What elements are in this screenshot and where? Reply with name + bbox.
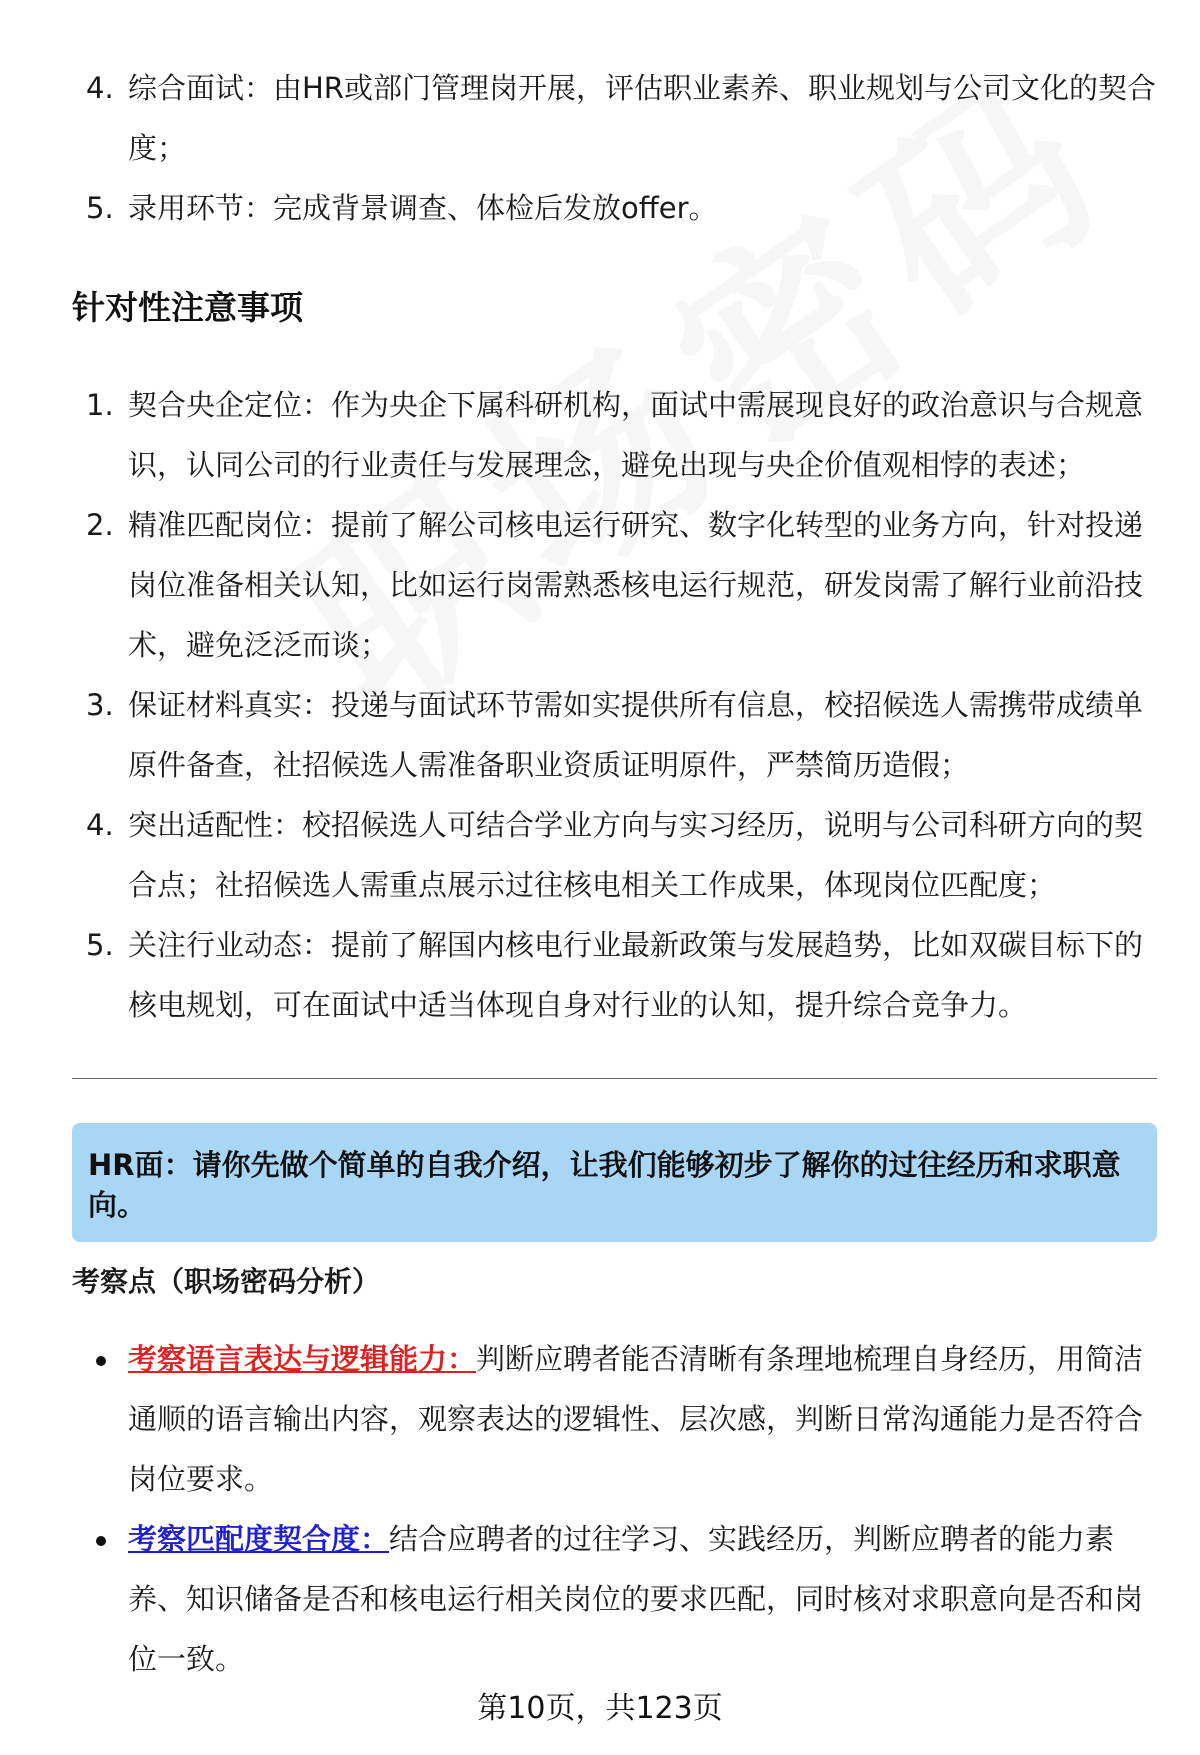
section-divider bbox=[72, 1078, 1157, 1079]
list-number: 4. bbox=[86, 71, 114, 105]
list-number: 2. bbox=[86, 508, 114, 542]
list-text: 综合面试：由HR或部门管理岗开展，评估职业素养、职业规划与公司文化的契合度； bbox=[128, 71, 1156, 165]
list-item bbox=[72, 675, 1162, 795]
list-number: 1. bbox=[86, 388, 114, 422]
list-item bbox=[72, 915, 1162, 1035]
interview-process-list bbox=[72, 58, 1162, 238]
list-text: 关注行业动态：提前了解国内核电行业最新政策与发展趋势，比如双碳目标下的核电规划，可在面试中适当体现自身对行业的认知，提升综合竞争力。 bbox=[128, 928, 1144, 1022]
list-text: 精准匹配岗位：提前了解公司核电运行研究、数字化转型的业务方向，针对投递岗位准备相关认知，比如运行岗需熟悉核电运行规范，研发岗需了解行业前沿技术，避免泛泛而谈； bbox=[128, 508, 1144, 662]
list-text: 保证材料真实：投递与面试环节需如实提供所有信息，校招候选人需携带成绩单原件备查，社招候选人需准备职业资质证明原件，严禁简历造假； bbox=[128, 688, 1144, 782]
bullet-text: 结合应聘者的过往学习、实践经历，判断应聘者的能力素养、知识储备是否和核电运行相关岗位的要求匹配，同时核对求职意向是否和岗位一致。 bbox=[128, 1522, 1144, 1676]
analysis-bullets bbox=[72, 1329, 1162, 1689]
list-number: 5. bbox=[86, 928, 114, 962]
page-footer: 第10页，共123页 bbox=[477, 1691, 723, 1726]
list-text: 契合央企定位：作为央企下属科研机构，面试中需展现良好的政治意识与合规意识，认同公司的行业责任与发展理念，避免出现与央企价值观相悖的表述； bbox=[128, 388, 1144, 482]
bullet-dot-icon bbox=[96, 1356, 106, 1366]
list-item bbox=[72, 795, 1162, 915]
notes-list bbox=[72, 375, 1162, 1035]
list-item bbox=[72, 178, 1162, 238]
question-box bbox=[72, 1123, 1157, 1242]
bullet-text: 判断应聘者能否清晰有条理地梳理自身经历，用简洁通顺的语言输出内容，观察表达的逻辑性、层次感，判断日常沟通能力是否符合岗位要求。 bbox=[128, 1342, 1144, 1496]
section-heading: 针对性注意事项 bbox=[72, 288, 303, 327]
bullet-item bbox=[72, 1509, 1162, 1689]
bullet-dot-icon bbox=[96, 1536, 106, 1546]
list-number: 4. bbox=[86, 808, 114, 842]
question-text: HR面：请你先做个简单的自我介绍，让我们能够初步了解你的过往经历和求职意向。 bbox=[88, 1148, 1121, 1222]
list-item bbox=[72, 375, 1162, 495]
list-item bbox=[72, 495, 1162, 675]
bullet-keyword: 考察语言表达与逻辑能力： bbox=[128, 1342, 477, 1376]
list-number: 3. bbox=[86, 688, 114, 722]
list-text: 录用环节：完成背景调查、体检后发放offer。 bbox=[128, 191, 718, 225]
bullet-item bbox=[72, 1329, 1162, 1509]
list-text: 突出适配性：校招候选人可结合学业方向与实习经历，说明与公司科研方向的契合点；社招候选人需重点展示过往核电相关工作成果，体现岗位匹配度； bbox=[128, 808, 1144, 902]
list-number: 5. bbox=[86, 191, 114, 225]
bullet-keyword: 考察匹配度契合度： bbox=[128, 1522, 390, 1556]
analysis-title: 考察点（职场密码分析） bbox=[72, 1265, 381, 1298]
list-item bbox=[72, 58, 1162, 178]
